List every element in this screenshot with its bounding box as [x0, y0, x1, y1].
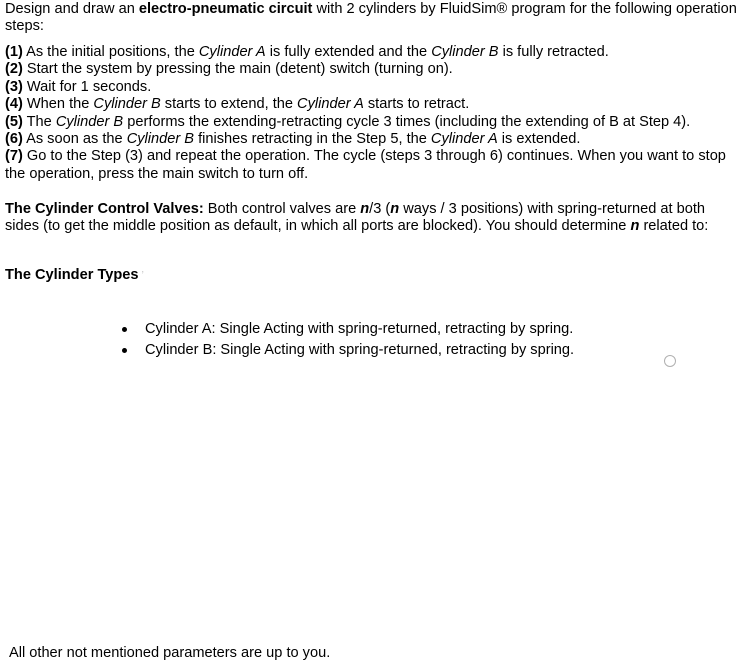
- step-text: The: [22, 113, 56, 130]
- intro-text-2: with 2 cylinders by FluidSim® program for the following operation steps:: [5, 1, 737, 35]
- valves-paragraph: [5, 201, 739, 236]
- variable-n: n: [360, 201, 370, 217]
- step-2: [5, 61, 739, 78]
- step-number: (7): [5, 148, 23, 165]
- step-3: [5, 79, 739, 96]
- cylinder-types-heading: [5, 267, 739, 285]
- step-text: finishes retracting in the Step 5, the: [194, 131, 431, 148]
- step-1: [5, 44, 739, 61]
- step-5: [5, 114, 739, 131]
- step-text: Go to the Step (3) and repeat the operation. The cycle (steps 3 through 6) continues. When you want to stop the operation, press the main switch to turn off.: [5, 148, 726, 182]
- valves-text: /3 (: [369, 201, 391, 217]
- step-text: As the initial positions, the: [22, 44, 199, 60]
- intro-text-1: Design and draw an: [5, 1, 139, 17]
- cylinder-b-type: Cylinder B: Single Acting with spring-returned, retracting by spring.: [145, 342, 575, 358]
- valves-text: Both control valves are: [203, 201, 361, 217]
- list-item: [112, 342, 574, 363]
- steps-list: [5, 44, 739, 183]
- step-text: is fully retracted.: [498, 44, 609, 60]
- footer-note: All other not mentioned parameters are up to you.: [9, 645, 331, 661]
- step-italic: Cylinder B: [93, 96, 161, 113]
- step-6: [5, 131, 739, 148]
- valves-text: ways / 3 positions) with spring-returned at both sides (to get the middle position as default, in which all ports are blocked). You should determine: [5, 201, 705, 235]
- step-italic: Cylinder A: [430, 131, 498, 148]
- step-number: (3): [5, 78, 23, 95]
- step-italic: Cylinder B: [55, 113, 124, 130]
- step-italic: Cylinder A: [198, 44, 266, 60]
- step-number: (4): [5, 96, 23, 113]
- valves-text: related to:: [639, 218, 709, 235]
- intro-bold: electro-pneumatic circuit: [138, 1, 313, 17]
- step-text: is extended.: [497, 131, 581, 148]
- step-number: (1): [5, 44, 23, 60]
- step-number: (5): [5, 113, 23, 130]
- valves-heading: The Cylinder Control Valves:: [5, 201, 204, 217]
- step-text: When the: [22, 96, 94, 113]
- step-text: As soon as the: [22, 131, 127, 148]
- step-text: Wait for 1 seconds.: [22, 78, 152, 95]
- step-text: starts to retract.: [363, 96, 470, 113]
- faint-mark: ʼ: [141, 270, 144, 282]
- step-text: performs the extending-retracting cycle 3 times (including the extending of B at Step 4).: [123, 113, 691, 130]
- step-italic: Cylinder B: [126, 131, 195, 148]
- radio-circle-icon[interactable]: [664, 355, 676, 367]
- step-text: starts to extend, the: [160, 96, 298, 113]
- step-4: [5, 96, 739, 113]
- step-text: is fully extended and the: [265, 44, 432, 60]
- cylinder-a-type: Cylinder A: Single Acting with spring-returned, retracting by spring.: [145, 321, 574, 337]
- cylinder-types-list: [112, 321, 574, 363]
- bullet-icon: [122, 327, 127, 332]
- variable-n: n: [390, 201, 400, 217]
- step-italic: Cylinder A: [297, 96, 364, 113]
- step-7: [5, 148, 739, 183]
- step-text: Start the system by pressing the main (detent) switch (turning on).: [22, 61, 453, 78]
- cylinder-types-title: The Cylinder Types: [5, 267, 139, 283]
- step-number: (2): [5, 61, 23, 78]
- variable-n: n: [630, 218, 640, 235]
- intro-paragraph: [5, 1, 739, 36]
- step-number: (6): [5, 131, 23, 148]
- step-italic: Cylinder B: [431, 44, 499, 60]
- list-item: [112, 321, 574, 342]
- bullet-icon: [122, 348, 127, 353]
